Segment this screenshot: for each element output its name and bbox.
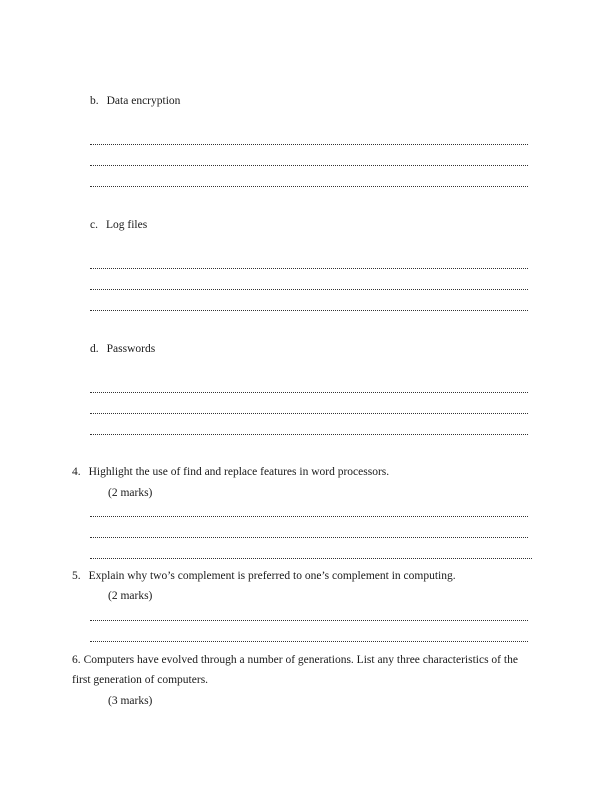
answer-line[interactable] xyxy=(90,413,528,414)
sub-item-c xyxy=(90,220,147,232)
sub-item-letter: b. xyxy=(90,95,99,107)
question-6 xyxy=(72,655,518,667)
answer-line[interactable] xyxy=(90,516,528,517)
sub-item-b xyxy=(90,96,180,108)
answer-line[interactable] xyxy=(90,186,528,187)
sub-item-label: Data encryption xyxy=(106,95,181,107)
question-text-line-2: first generation of computers. xyxy=(72,674,209,686)
sub-item-label: Log files xyxy=(105,219,148,231)
answer-line[interactable] xyxy=(90,310,528,311)
sub-item-label: Passwords xyxy=(106,343,156,355)
question-marks: (2 marks) xyxy=(108,487,153,499)
question-number: 4. xyxy=(72,466,81,478)
answer-line[interactable] xyxy=(90,558,532,559)
question-text: Explain why two’s complement is preferred to one’s complement in computing. xyxy=(88,570,456,582)
sub-item-letter: c. xyxy=(90,219,98,231)
answer-line[interactable] xyxy=(90,434,528,435)
sub-item-d xyxy=(90,344,155,356)
question-marks: (2 marks) xyxy=(108,590,153,602)
answer-line[interactable] xyxy=(90,268,528,269)
answer-line[interactable] xyxy=(90,392,528,393)
answer-line[interactable] xyxy=(90,289,528,290)
question-text: Highlight the use of find and replace features in word processors. xyxy=(88,466,390,478)
question-5 xyxy=(72,571,456,583)
answer-line[interactable] xyxy=(90,641,528,642)
answer-line[interactable] xyxy=(90,144,528,145)
question-number: 6. xyxy=(72,654,81,666)
question-text-line-1: Computers have evolved through a number of generations. List any three characteristics of the xyxy=(83,654,518,666)
answer-line[interactable] xyxy=(90,537,528,538)
question-marks: (3 marks) xyxy=(108,695,153,707)
question-4 xyxy=(72,467,389,479)
question-number: 5. xyxy=(72,570,81,582)
sub-item-letter: d. xyxy=(90,343,99,355)
answer-line[interactable] xyxy=(90,620,528,621)
answer-line[interactable] xyxy=(90,165,528,166)
